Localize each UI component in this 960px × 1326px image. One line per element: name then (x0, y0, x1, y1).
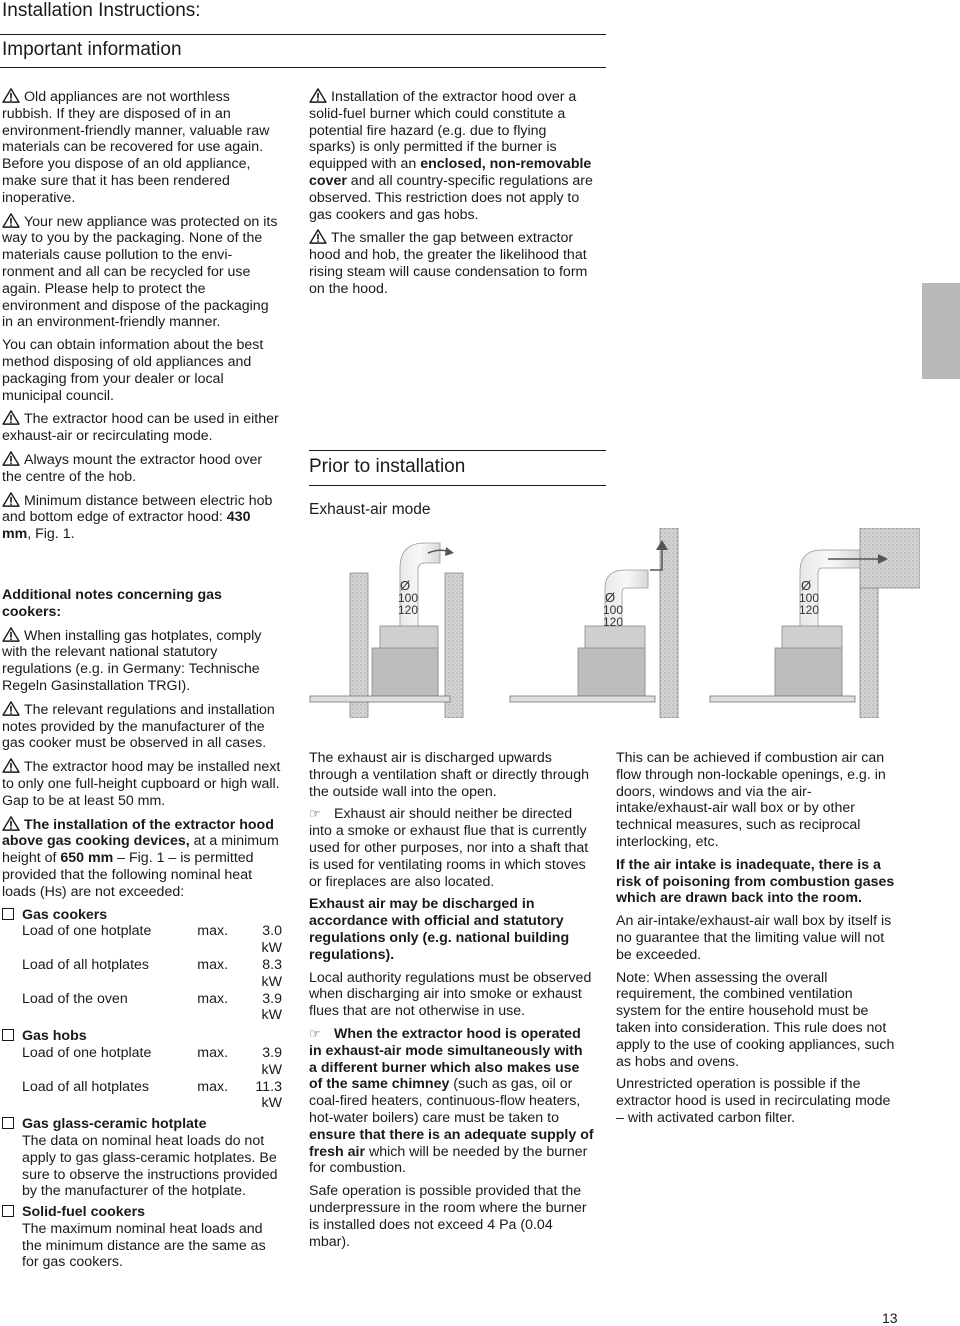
diameter-120: 120 (397, 603, 419, 617)
paragraph-exhaust-discharge: The exhaust air is discharged upwards through a ventilation shaft or directly through the outside wall into the open. (309, 750, 589, 800)
paragraph-solid-fuel: Installation of the extractor hood over a solid-fuel burner which could constitute a potential fire hazard (e.g. due to flying sparks) is only permitted if the burner is equipped with an enclosed, non-removable cover and all country-specific regulations are observed. This restriction does not apply to gas cookers and gas hobs. (309, 89, 593, 223)
diameter-symbol: Ø (604, 590, 616, 605)
title-rule (0, 34, 606, 35)
diagram-variant-2 (510, 528, 678, 718)
warning-icon (2, 627, 20, 642)
paragraph-regulations-bold: Exhaust air may be discharged in accordance with official and statutory regulations only (e.g. national building regulations). (309, 896, 570, 963)
checkbox-square-icon (2, 1117, 14, 1129)
checkbox-square-icon (2, 1029, 14, 1041)
diameter-symbol: Ø (800, 578, 812, 593)
paragraph-high-wall: The extractor hood may be installed next to only one full-height cupboard or high wall. Gap to be at least 50 mm. (2, 759, 281, 809)
ceramic-list-item: Gas glass-ceramic hotplate The data on nominal heat loads do not apply to gas glass-ceramic hotplates. Be sure to observe the instructions provided by the manufacturer of the hotplate. (2, 1116, 282, 1200)
outside-wall (860, 528, 920, 588)
load-row: Load of one hotplate max. 3.0 kW (22, 923, 282, 957)
paragraph-gas-height: The installation of the extractor hood above gas cooking devices, at a minimum height of 650 mm – Fig. 1 – is permitted provided that the following nominal heat loads (Hs) are not exceeded: (2, 816, 279, 900)
warning-icon (2, 451, 20, 466)
paragraph-simultaneous-burner: ☞ When the extractor hood is operated in exhaust-air mode simultaneously with a different burner which also makes use of the same chimney (such as gas, oil or coal-fired heaters, continuous-flow heaters, hot-water boilers) care must be taken to ensure that there is an adequate supply of fresh air which will be needed by the burner for combustion. (309, 1025, 594, 1177)
diagram-variant-3 (710, 528, 920, 718)
paragraph-wall-box: An air-intake/exhaust-air wall box by itself is no guarantee that the limiting value will not be exceeded. (616, 913, 892, 963)
gas-notes-column (2, 587, 282, 1271)
checkbox-square-icon (2, 908, 14, 920)
paragraph-note: Note: When assessing the overall requirement, the combined ventilation system for the entire household must be taken into consideration. This rule does not apply to the use of cooking appliances, such as hobs and ovens. (616, 969, 895, 1070)
warning-icon (2, 492, 20, 507)
paragraph-combustion-air: This can be achieved if combustion air can flow through non-lockable openings, e.g. in doors, windows and via the air-intake/exhaust-air wall box or by other technical measures, such as reciprocal interlocking, etc. (616, 750, 886, 850)
diagram-variant-1 (310, 543, 463, 718)
chapter-tab-marker (922, 283, 960, 379)
diameter-120: 120 (798, 603, 820, 617)
solid-fuel-list-item: Solid-fuel cookers The maximum nominal heat loads and the minimum distance are the same as for gas cookers. (2, 1204, 282, 1271)
warning-icon (2, 410, 20, 425)
paragraph-exhaust-flue: ☞ Exhaust air should neither be directed into a smoke or exhaust flue that is currently used for other purposes, nor into a shaft that is used for ventilating rooms in which stoves or fireplaces are also located. (309, 806, 589, 890)
gas-cookers-list: Gas cookers Load of one hotplate max. 3.0 kW Load of all hotplates max. 8.3 kW Load of the oven max. 3.9 kW (2, 907, 282, 1025)
diameter-120: 120 (602, 615, 624, 629)
paragraph-recirculating: Unrestricted operation is possible if the extractor hood is used in recirculating mode – with activated carbon filter. (616, 1076, 891, 1126)
prior-rule-bottom (309, 485, 606, 486)
diameter-symbol: Ø (399, 578, 411, 593)
checkbox-square-icon (2, 1205, 14, 1217)
hob-shape (310, 696, 450, 702)
load-row: Load of all hotplates max. 11.3 kW (22, 1078, 282, 1112)
diameter-100: 100 (397, 591, 419, 605)
paragraph-centre: Always mount the extractor hood over the centre of the hob. (2, 451, 263, 485)
warning-icon (2, 758, 20, 773)
gas-hobs-list: Gas hobs Load of one hotplate max. 3.9 kW Load of all hotplates max. 11.3 kW (2, 1028, 282, 1112)
paragraph-gas-regulations: When installing gas hotplates, comply with the relevant national statutory regulations (e.g. in Germany: Technische Regeln Gasinstallation TRGI). (2, 627, 262, 694)
paragraph-min-distance: Minimum distance between electric hob and bottom edge of extractor hood: 430 mm, Fig. 1. (2, 492, 273, 543)
warning-icon (2, 816, 20, 831)
warning-icon (309, 229, 327, 244)
warning-icon (2, 88, 20, 103)
page-number: 13 (882, 1310, 898, 1326)
load-row: Load of one hotplate max. 3.9 kW (22, 1044, 282, 1078)
page-title: Installation Instructions: (2, 0, 201, 21)
outside-wall (860, 588, 878, 718)
section-rule (0, 67, 606, 68)
gas-notes-heading: Additional notes concerning gas cookers: (2, 587, 222, 620)
hob-shape (710, 696, 855, 702)
paragraph-old-appliances: Old appliances are not worthless rubbish. If they are disposed of in an environment-friendly manner, valuable raw materials can be recovered for use again. Before you dispose of an old appliance, make sure that it has been rendered inoperative. (2, 89, 270, 206)
middle-bottom-column (309, 750, 594, 1256)
right-column (616, 750, 901, 1133)
pointing-hand-icon: ☞ (309, 806, 321, 822)
diameter-100: 100 (602, 603, 624, 617)
load-row: Load of all hotplates max. 8.3 kW (22, 956, 282, 990)
exhaust-air-heading: Exhaust-air mode (309, 501, 431, 518)
paragraph-poisoning-risk: If the air intake is inadequate, there is a risk of poisoning from combustion gases which are drawn back into the room. (616, 856, 895, 907)
diameter-100: 100 (798, 591, 820, 605)
paragraph-local-authority: Local authority regulations must be observed when discharging air into smoke or exhaust flues that are not otherwise in use. (309, 969, 592, 1020)
paragraph-disposal-info: You can obtain information about the best method disposing of old appliances and packaging from your dealer or local municipal council. (2, 337, 264, 404)
load-row: Load of the oven max. 3.9 kW (22, 990, 282, 1024)
left-column (2, 88, 282, 549)
middle-top-column (309, 88, 594, 304)
prior-rule (309, 450, 606, 451)
paragraph-safe-operation: Safe operation is possible provided that the underpressure in the room where the burner is installed does not exceed 4 Pa (0.04 mbar). (309, 1183, 587, 1250)
paragraph-condensation: The smaller the gap between extractor hood and hob, the greater the likelihood that rising steam will cause condensation to form on the hood. (309, 230, 588, 297)
paragraph-modes: The extractor hood can be used in either exhaust-air or recirculating mode. (2, 411, 279, 445)
paragraph-manufacturer-notes: The relevant regulations and installation notes provided by the manufacturer of the gas cooker must be observed in all cases. (2, 701, 275, 752)
warning-icon (309, 88, 327, 103)
hob-shape (510, 696, 655, 702)
exhaust-air-figure (300, 528, 920, 718)
section-title: Important information (2, 39, 182, 60)
warning-icon (2, 213, 20, 228)
paragraph-packaging: Your new appliance was protected on its way to you by the packaging. None of the materials cause pollution to the envi- ronment and all can be recycled for use again. Please help to protect the environment and dispose of the packaging in an environment-friendly manner. (2, 213, 278, 331)
pointing-hand-icon: ☞ (309, 1025, 321, 1041)
prior-installation-heading: Prior to installation (309, 456, 466, 477)
warning-icon (2, 701, 20, 716)
